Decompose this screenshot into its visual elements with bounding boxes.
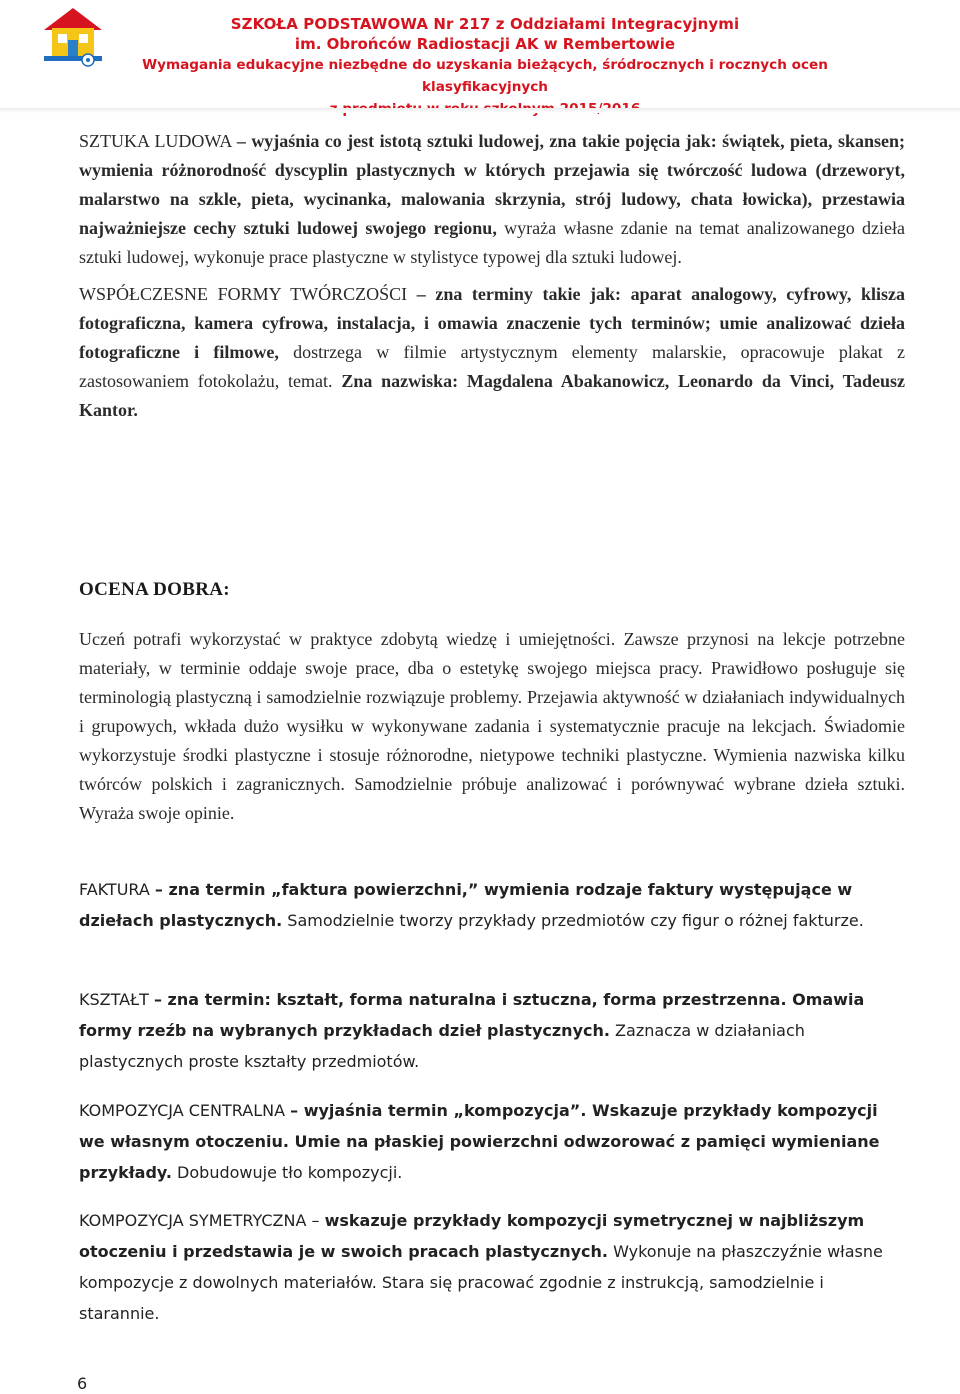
kompozycja-symetryczna-normal: Wykonuje na płaszczyźnie własne kompozycje z dowolnych materiałów. Stara się pracować zgodnie z instrukcją, samodzielnie i starannie.: [79, 1242, 883, 1323]
school-patron: im. Obrońców Radiostacji AK w Rembertowie: [294, 35, 676, 53]
main-content: [79, 127, 905, 425]
kompozycja-symetryczna-bold: wskazuje przykłady kompozycji symetrycznej w najbliższym otoczeniu i przedstawia je w swoich pracach plastycznych.: [79, 1211, 865, 1261]
kompozycja-centralna-paragraph: [79, 1095, 905, 1188]
sztuka-ludowa-bold: wyjaśnia co jest istotą sztuki ludowej, zna takie pojęcia jak: świątek, pieta, skansen; wymienia różnorodność dyscyplin plastycznych w których przejawia się twórczość ludowa (drzeworyt, malarstwo na szkle, pieta, wycinanka, malowania skrzynia, strój ludowy, chata łowicka), przestawia najważniejsze cechy sztuki ludowej swojego regionu,: [79, 131, 906, 238]
kompozycja-symetryczna-term: KOMPOZYCJA SYMETRYCZNA: [79, 1211, 307, 1230]
sztuka-ludowa-dash: –: [236, 131, 246, 151]
kompozycja-symetryczna-paragraph: [79, 1205, 905, 1329]
wspolczesne-formy-names: Zna nazwiska: Magdalena Abakanowicz, Leonardo da Vinci, Tadeusz Kantor.: [79, 371, 905, 420]
kompozycja-centralna-bold: – wyjaśnia termin „kompozycja”. Wskazuje przykłady kompozycji we własnym otoczeniu. Umie na płaskiej powierzchni odwzorować z pamięci wymieniane przykłady.: [79, 1101, 880, 1182]
ksztalt-paragraph: [79, 984, 905, 1077]
kompozycja-symetryczna-section: [79, 1205, 905, 1329]
kompozycja-symetryczna-dash: –: [311, 1211, 320, 1230]
faktura-paragraph: [79, 874, 905, 936]
wspolczesne-formy-bold: zna terminy takie jak: aparat analogowy, cyfrowy, klisza fotograficzna, kamera cyfrowa, instalacja, i omawia znaczenie tych terminów; umie analizować dzieła fotograficzne i filmowe,: [79, 284, 905, 362]
faktura-bold: – zna termin „faktura powierzchni,” wymienia rodzaje faktury występujące w dziełach plastycznych.: [79, 880, 853, 930]
faktura-term: FAKTURA: [79, 880, 150, 899]
ksztalt-term: KSZTAŁT: [79, 990, 149, 1009]
ocena-dobra-section: [79, 625, 905, 828]
school-name: SZKOŁA PODSTAWOWA Nr 217 z Oddziałami Integracyjnymi: [230, 15, 740, 33]
page-header: [0, 0, 960, 112]
sztuka-ludowa-normal: wyraża własne zdanie na temat analizowanego dzieła sztuki ludowej, wykonuje prace plastyczne w stylistyce typowej dla sztuki ludowej.: [79, 218, 905, 267]
kompozycja-centralna-term: KOMPOZYCJA CENTRALNA: [79, 1101, 286, 1120]
wspolczesne-formy-dash: –: [416, 284, 426, 304]
page-number: 6: [77, 1374, 88, 1393]
faktura-normal: Samodzielnie tworzy przykłady przedmiotów czy figur o różnej fakturze.: [287, 911, 864, 930]
kompozycja-centralna-normal: Dobudowuje tło kompozycji.: [177, 1163, 403, 1182]
header-divider: [0, 108, 960, 113]
document-title: Wymagania edukacyjne niezbędne do uzyskania bieżących, śródrocznych i rocznych ocen klasyfikacyjnych: [142, 57, 828, 95]
wspolczesne-formy-term: WSPÓŁCZESNE FORMY TWÓRCZOŚCI: [79, 284, 408, 304]
sztuka-ludowa-paragraph: [79, 127, 905, 272]
kompozycja-centralna-section: [79, 1095, 905, 1188]
ksztalt-bold: – zna termin: kształt, forma naturalna i sztuczna, forma przestrzenna. Omawia formy rzeźb na wybranych przykładach dzieł plastycznych.: [79, 990, 865, 1040]
school-header-text: [80, 14, 890, 120]
sztuka-ludowa-term: SZTUKA LUDOWA: [79, 131, 232, 151]
ksztalt-normal: Zaznacza w działaniach plastycznych proste kształty przedmiotów.: [79, 1021, 805, 1071]
wspolczesne-formy-paragraph: [79, 280, 905, 425]
faktura-section: [79, 874, 905, 936]
ksztalt-section: [79, 984, 905, 1077]
ocena-dobra-paragraph: Uczeń potrafi wykorzystać w praktyce zdobytą wiedzę i umiejętności. Zawsze przynosi na lekcje potrzebne materiały, w terminie oddaje swoje prace, dba o estetykę swojego miejsca pracy. Prawidłowo posługuje się terminologią plastyczną i samodzielnie rozwiązuje problemy. Przejawia aktywność w działaniach indywidualnych i grupowych, wkłada dużo wysiłku w wykonywane zadania i systematycznie pracuje na lekcjach. Świadomie wykorzystuje środki plastyczne i stosuje różnorodne, nietypowe techniki plastyczne. Wymienia nazwiska kilku twórców polskich i zagranicznych. Samodzielnie próbuje analizować i porównywać wybrane dzieła sztuki. Wyraża swoje opinie.: [79, 629, 905, 823]
ocena-dobra-heading: OCENA DOBRA:: [79, 579, 230, 600]
wspolczesne-formy-normal: dostrzega w filmie artystycznym elementy malarskie, opracowuje plakat z zastosowaniem fotokolażu, temat.: [79, 342, 906, 391]
